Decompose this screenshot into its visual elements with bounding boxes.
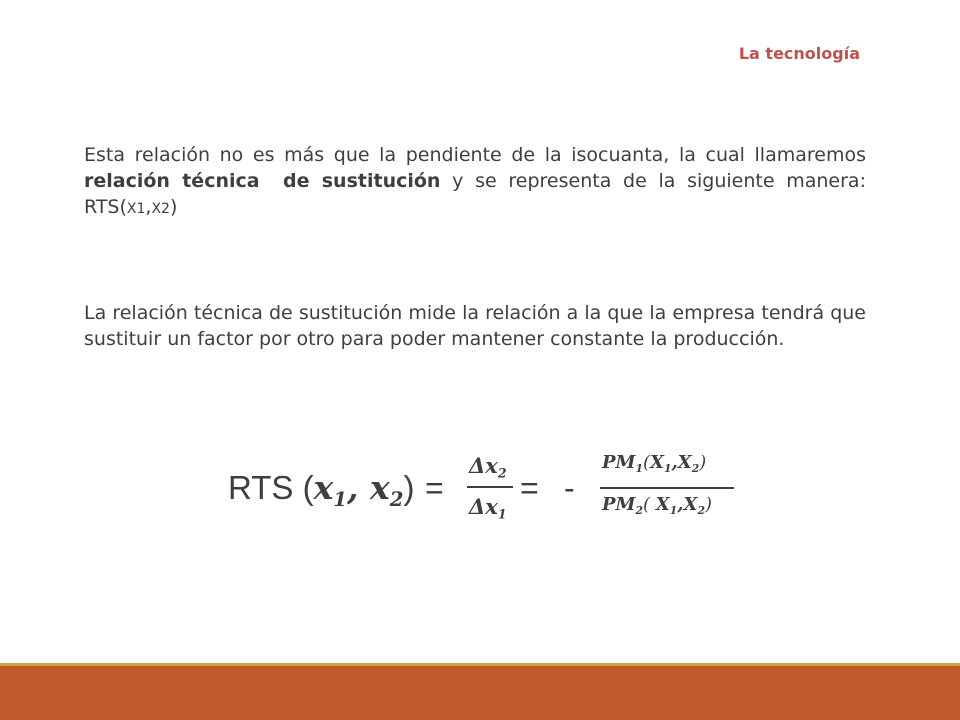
rts-lhs xyxy=(228,468,414,511)
p1-text-2 xyxy=(260,170,283,192)
p1-text-3: y se representa de la siguiente manera: RTS( xyxy=(84,170,866,218)
slide-title: La tecnología xyxy=(738,44,860,63)
paragraph-2: La relación técnica de sustitución mide la relación a la que la empresa tendrá que sustituir un factor por otro para poder mantener constante la producción. xyxy=(84,302,866,350)
equals-2: = xyxy=(520,470,539,506)
rts-label: RTS ( xyxy=(228,469,314,506)
p1-comma: , xyxy=(145,196,152,218)
lhs-x2: $x_2$ xyxy=(370,468,404,511)
p1-x1: X1 xyxy=(126,201,146,217)
p1-text-1: Esta relación no es más que la pendiente de la isocuanta, la cual llamaremos xyxy=(84,144,866,166)
lhs-x1: $x_1$ xyxy=(313,468,348,511)
p1-close: ) xyxy=(169,196,178,218)
delta-x1: $\Delta x_1$ xyxy=(469,494,507,522)
p1-bold-1: relación técnica xyxy=(84,170,260,192)
fraction-bar-2 xyxy=(600,487,734,489)
footer-bar xyxy=(0,666,960,720)
equals-1: = xyxy=(425,470,444,506)
delta-x2: $\Delta x_2$ xyxy=(469,453,507,481)
lhs-close: ) xyxy=(403,469,415,506)
minus-sign: - xyxy=(564,470,575,506)
pm1-numerator: $PM_1(X_1,X_2)$ xyxy=(602,452,707,475)
lhs-sep: , xyxy=(347,468,370,507)
fraction-bar-1 xyxy=(467,486,513,488)
p1-x2: X2 xyxy=(151,201,170,217)
paragraph-1 xyxy=(84,142,866,222)
pm2-denominator: $PM_2$( $X_1,X_2$) xyxy=(602,494,713,517)
p1-bold-2: de sustitución xyxy=(282,170,441,192)
